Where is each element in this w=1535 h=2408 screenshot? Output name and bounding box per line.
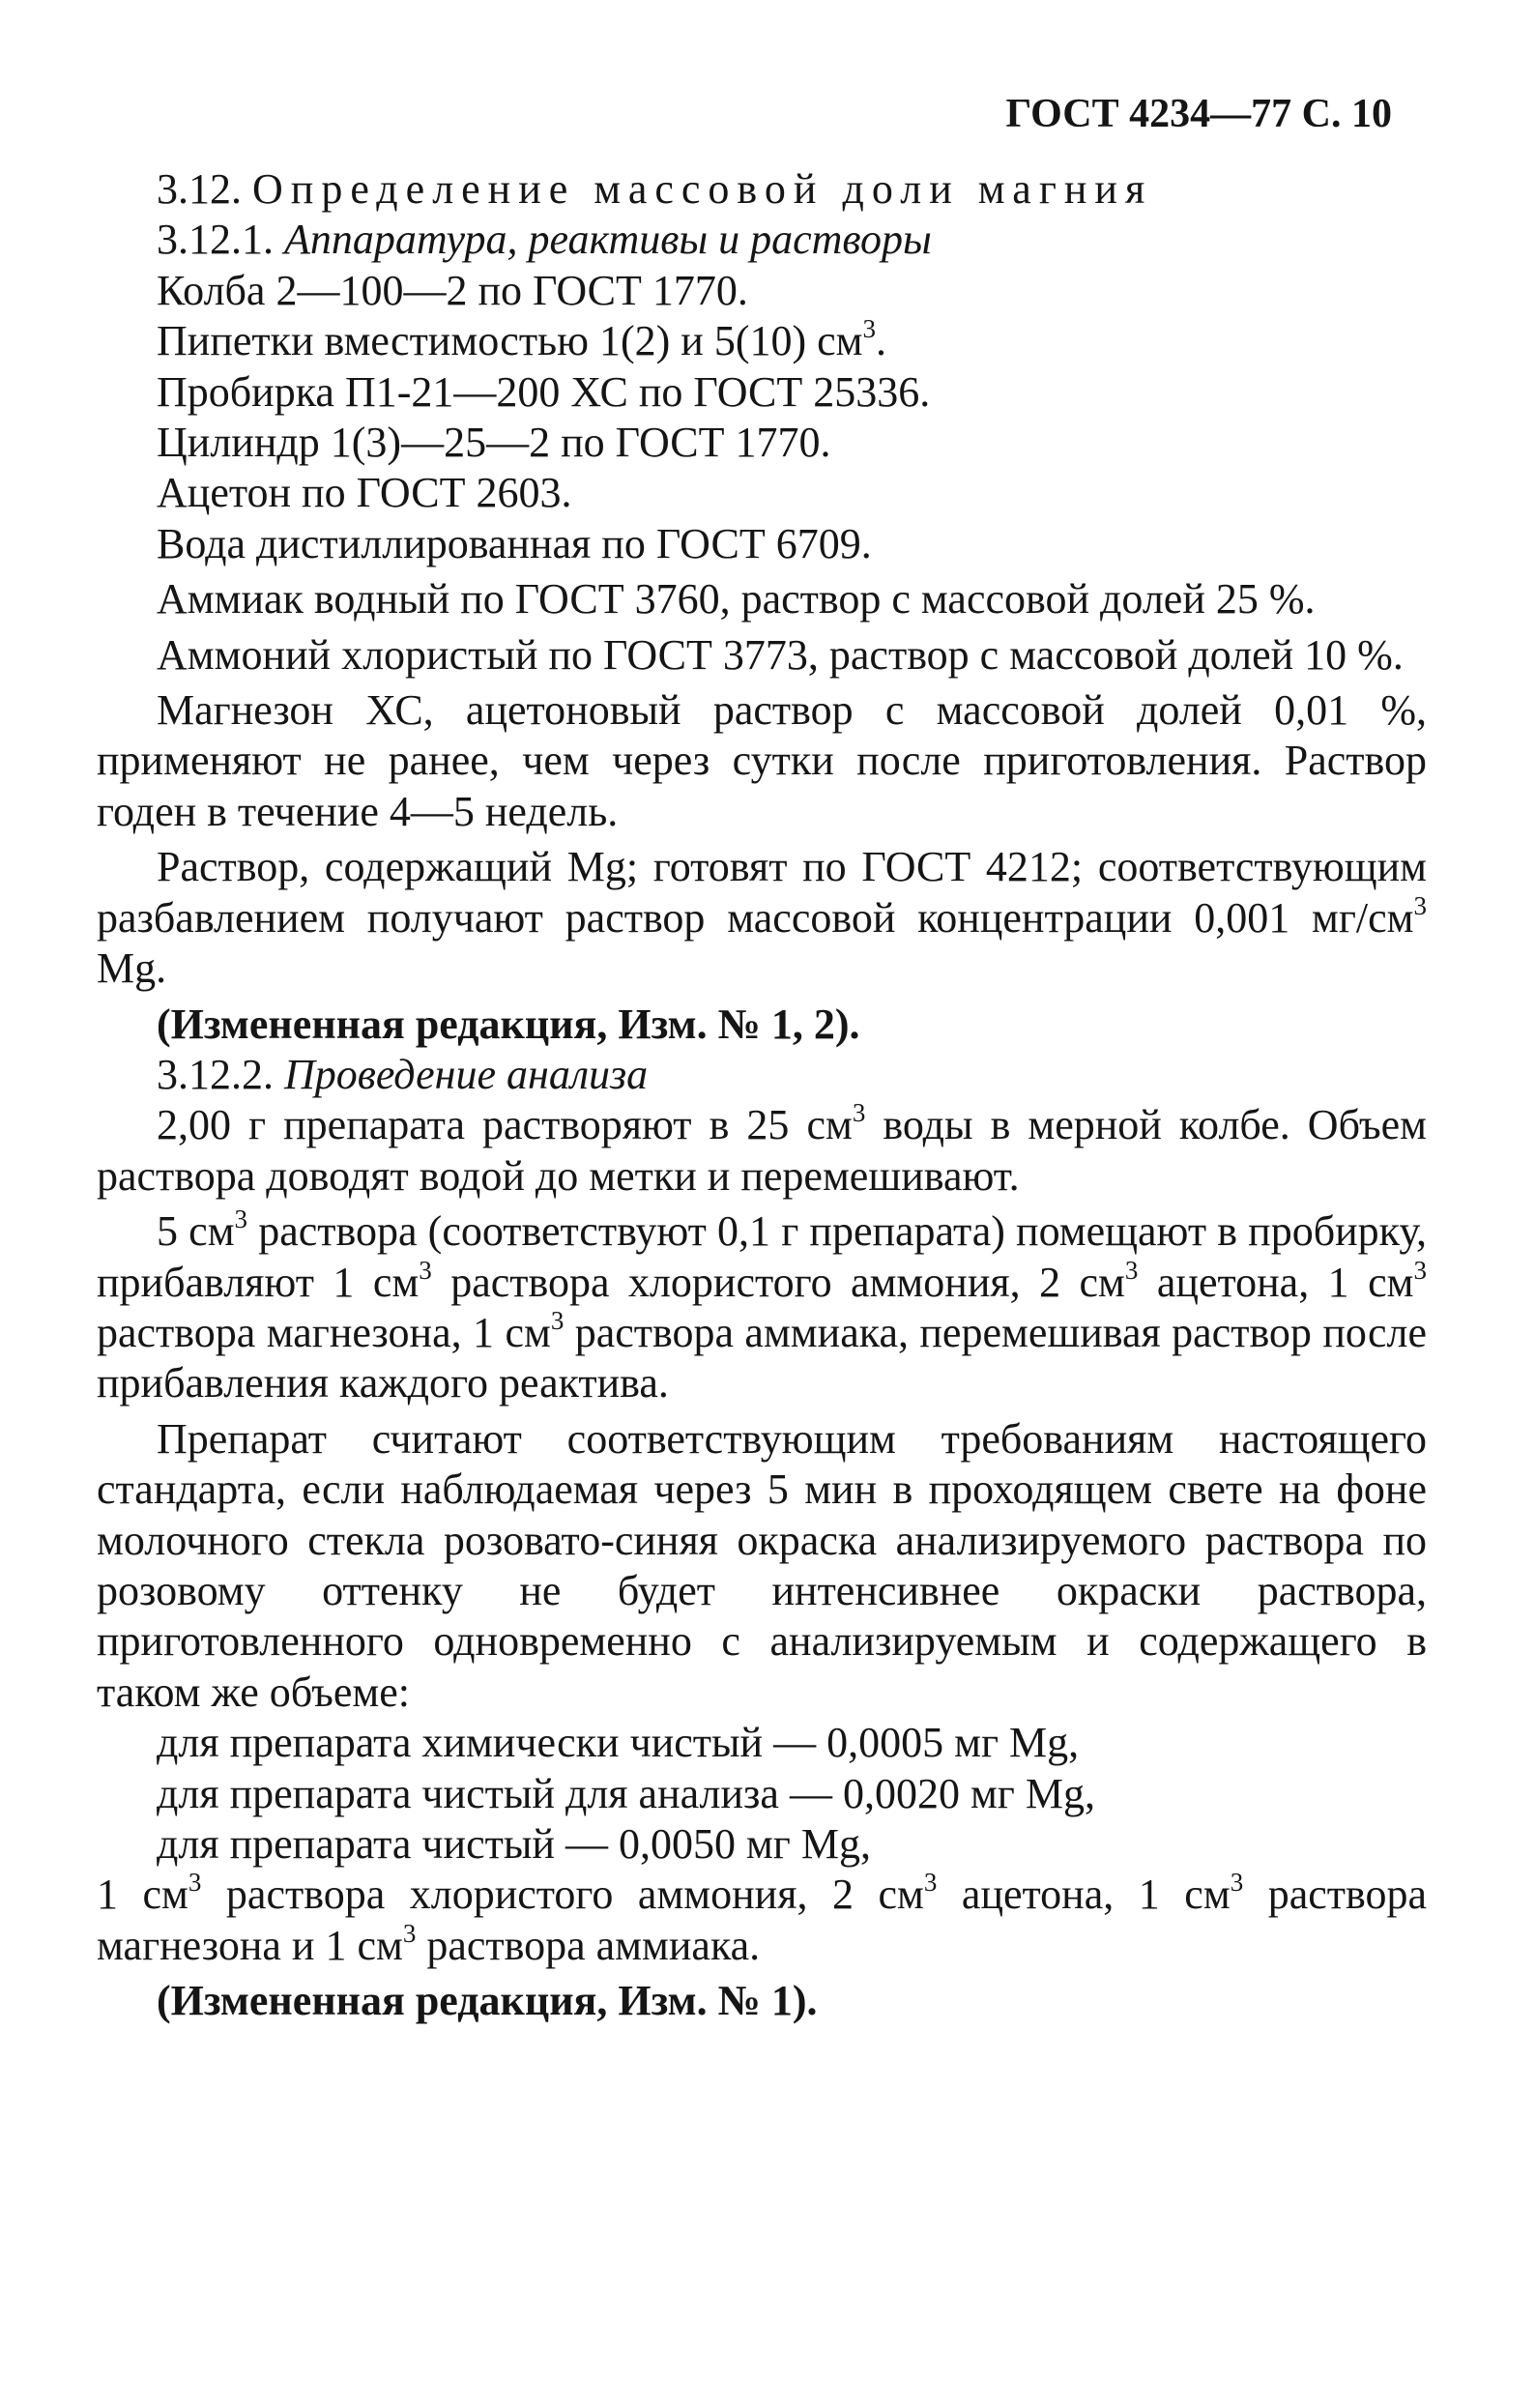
grade-chemically-pure: для препарата химически чистый — 0,0005 мг Mg, [157, 1719, 1080, 1767]
subsection-number: 3.12.1. [157, 216, 274, 264]
item-test-tube: Пробирка П1-21—200 ХС по ГОСТ 25336. [157, 367, 931, 416]
reagents-text-c: ацетона, 1 см [937, 1871, 1231, 1919]
edit-note-1: (Измененная редакция, Изм. № 1, 2). [157, 1000, 860, 1048]
sample-text-f: раствора аммиака, перемешивая раствор после прибавления каждого реактива. [97, 1308, 1427, 1407]
superscript: 3 [188, 1868, 202, 1898]
reagents-text-e: раствора аммиака. [416, 1921, 761, 1969]
dissolve-end: воды в мерной колбе. Объем раствора доводят водой до метки и перемешивают. [97, 1101, 1427, 1200]
reagents-text-b: раствора хлористого аммония, 2 см [201, 1871, 924, 1919]
item-ammonium-chloride: Аммоний хлористый по ГОСТ 3773, раствор с массовой долей 10 %. [157, 630, 1404, 679]
item-pipettes-text: Пипетки вместимостью 1(2) и 5(10) см [157, 317, 863, 365]
sample-text-b: раствора (соответствуют 0,1 г препарата) помещают в пробирку, прибавляют 1 см [97, 1207, 1428, 1306]
dissolve-text: 2,00 г препарата растворяют в 25 см [157, 1101, 853, 1149]
paragraph-reagents [97, 1870, 1427, 1971]
superscript: 3 [402, 1918, 417, 1948]
sample-text-e: раствора магнезона, 1 см [97, 1308, 551, 1356]
subsection-heading-1 [97, 215, 1427, 265]
superscript: 3 [1230, 1868, 1244, 1898]
superscript: 3 [550, 1305, 565, 1335]
sample-text-c: раствора хлористого аммония, 2 см [431, 1258, 1125, 1306]
item-water: Вода дистиллированная по ГОСТ 6709. [157, 519, 872, 567]
section-heading [97, 164, 1427, 215]
sample-text-d: ацетона, 1 см [1138, 1258, 1414, 1306]
superscript: 3 [234, 1204, 248, 1234]
superscript: 3 [1413, 1255, 1428, 1285]
paragraph-criterion: Препарат считают соответствующим требованиям настоящего стандарта, если наблюдаемая через 5 мин в проходящем свете на фоне молочного стекла розовато-синяя окраска анализируемого раствора по розовому оттенку не будет интенсивнее окраски раствора, приготовленного одновременно с анализируемым и содержащего в таком же объеме: [97, 1414, 1427, 1716]
reagents-text-d: раствора магнезона и 1 см [97, 1871, 1428, 1969]
item-acetone: Ацетон по ГОСТ 2603. [157, 469, 572, 517]
item-ammonia: Аммиак водный по ГОСТ 3760, раствор с массовой долей 25 %. [157, 575, 1316, 624]
edit-note-2: (Измененная редакция, Изм. № 1). [157, 1977, 818, 2025]
superscript: 3 [852, 1098, 866, 1128]
paragraph-dissolve [97, 1100, 1427, 1202]
superscript: 3 [923, 1868, 938, 1898]
grade-pure: для препарата чистый — 0,0050 мг Mg, [157, 1820, 871, 1868]
subsection-title: Проведение анализа [284, 1050, 649, 1098]
section-title: Определение массовой доли магния [252, 165, 1153, 213]
item-flask: Колба 2—100—2 по ГОСТ 1770. [157, 266, 748, 314]
item-pipettes-end: . [876, 317, 887, 365]
superscript: 3 [419, 1255, 432, 1285]
reagents-text-a: 1 см [97, 1871, 188, 1919]
superscript: 3 [1413, 890, 1427, 920]
paragraph-sample [97, 1206, 1427, 1409]
mg-solution-text: Раствор, содержащий Mg; готовят по ГОСТ 4212; соответствующим разбавлением получают раствор массовой концентрации 0,001 мг/см [97, 843, 1427, 942]
page-header: ГОСТ 4234—77 С. 10 [1005, 92, 1392, 136]
grade-analytical: для препарата чистый для анализа — 0,0020 мг Mg, [157, 1769, 1095, 1817]
mg-solution-end: Mg. [97, 944, 167, 993]
item-pipettes [97, 316, 1427, 366]
sample-text-a: 5 см [157, 1207, 235, 1256]
superscript: 3 [862, 314, 877, 344]
item-cylinder: Цилиндр 1(3)—25—2 по ГОСТ 1770. [157, 419, 831, 467]
subsection-number: 3.12.2. [157, 1050, 274, 1098]
section-number: 3.12. [157, 165, 242, 213]
subsection-heading-2 [97, 1050, 1427, 1100]
superscript: 3 [1124, 1255, 1139, 1285]
subsection-title: Аппаратура, реактивы и растворы [284, 216, 932, 264]
paragraph-magnezon: Магнезон ХС, ацетоновый раствор с массовой долей 0,01 %, применяют не ранее, чем через сутки после приготовления. Раствор годен в течение 4—5 недель. [97, 686, 1427, 835]
paragraph-mg-solution [97, 842, 1427, 994]
